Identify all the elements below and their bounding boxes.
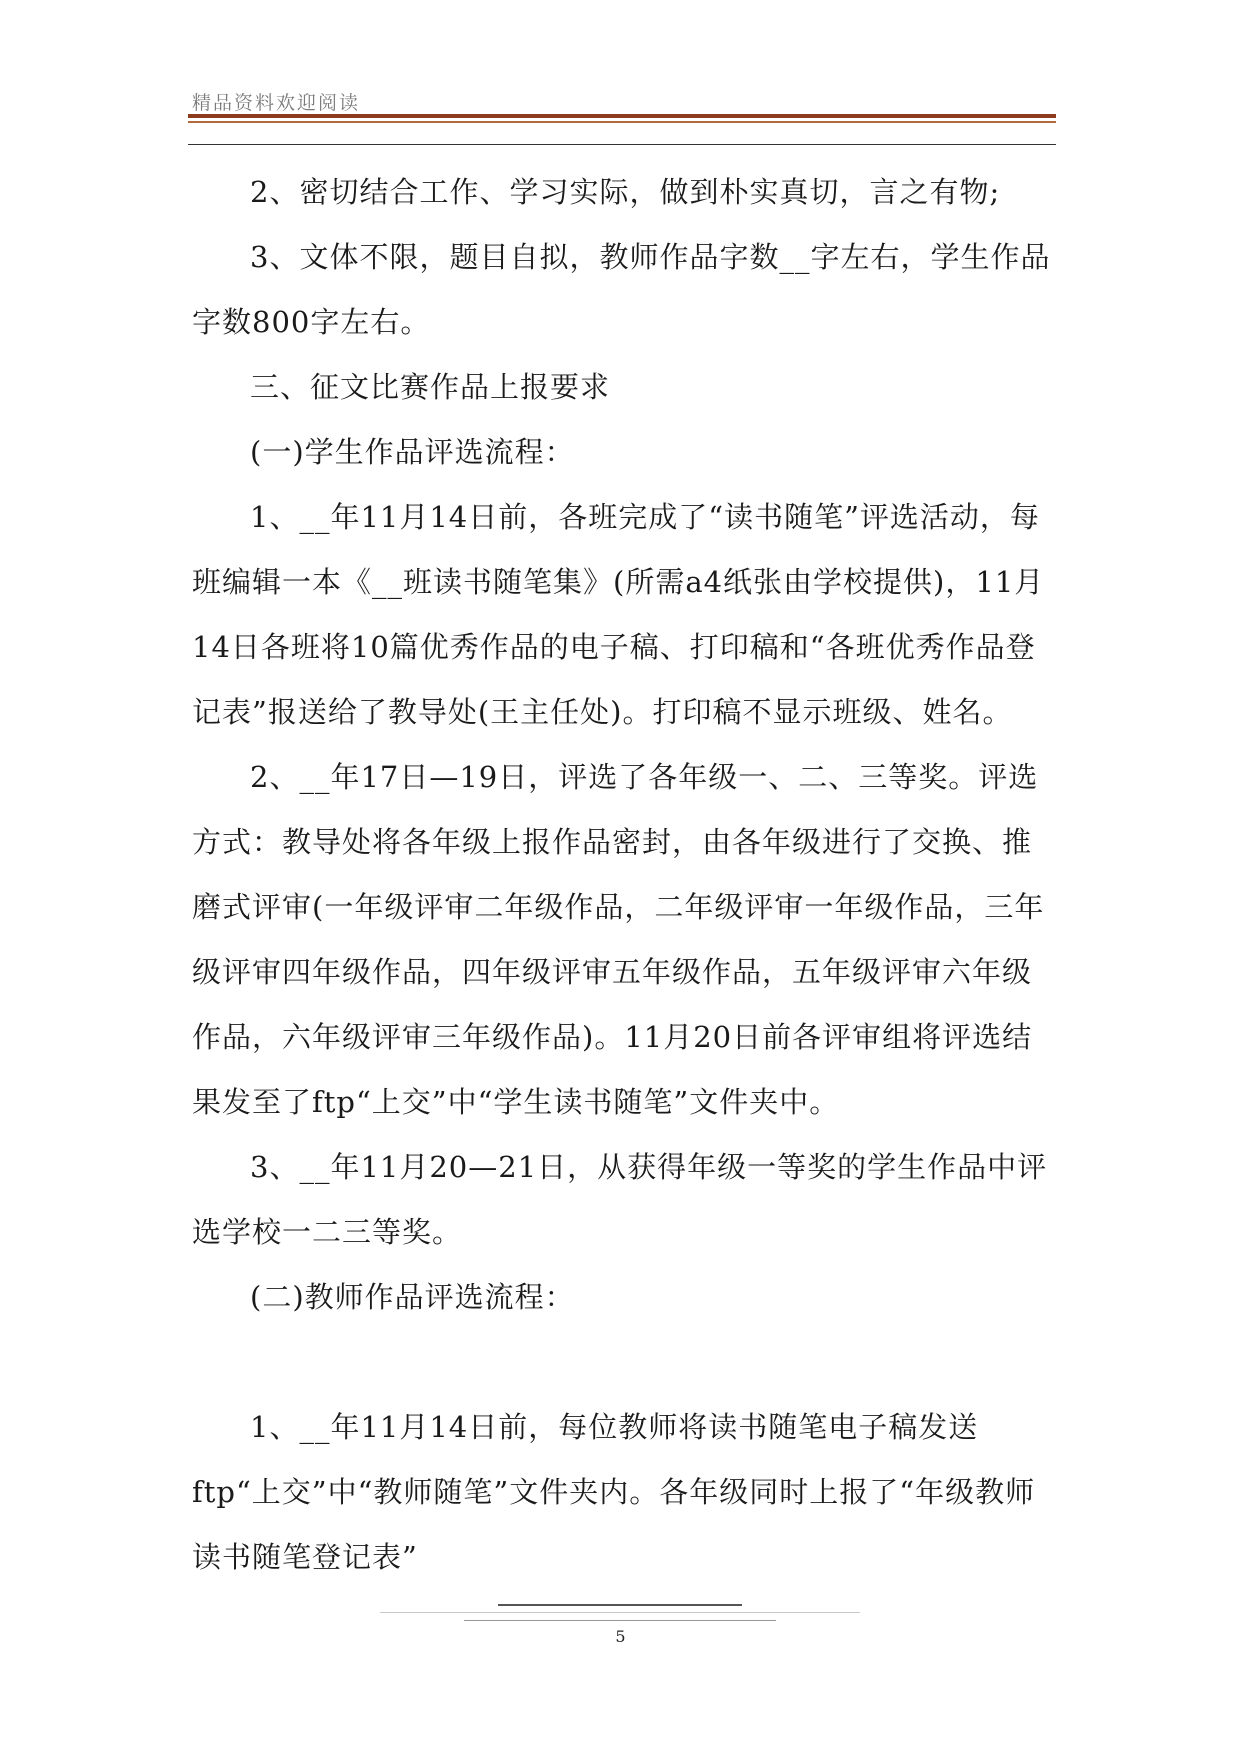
document-body — [192, 160, 1056, 1590]
paragraph-student-step-3: 3、__年11月20—21日，从获得年级一等奖的学生作品中评选学校一二三等奖。 — [192, 1150, 1048, 1249]
header-text: 精品资料欢迎阅读 — [192, 92, 361, 114]
paragraph-requirement-2: 2、密切结合工作、学习实际，做到朴实真切，言之有物; — [250, 175, 1001, 209]
paragraph-student-step-1: 1、__年11月14日前，各班完成了“读书随笔”评选活动，每班编辑一本《__班读书随笔集》(所需a4纸张由学校提供)，11月14日各班将10篇优秀作品的电子稿、打印稿和“各班优秀作品登记表”报送给了教导处(王主任处)。打印稿不显示班级、姓名。 — [192, 500, 1045, 729]
footer-rule-lower — [464, 1620, 776, 1621]
footer-rule — [498, 1604, 742, 1606]
blank-line — [192, 1330, 1056, 1395]
header-rule-mid — [188, 121, 1056, 123]
paragraph-teacher-step-1: 1、__年11月14日前，每位教师将读书随笔电子稿发送ftp“上交”中“教师随笔”文件夹内。各年级同时上报了“年级教师读书随笔登记表” — [192, 1410, 1036, 1574]
subsection-student-process: (一)学生作品评选流程： — [250, 435, 575, 469]
paragraph-requirement-3: 3、文体不限，题目自拟，教师作品字数__字左右，学生作品字数800字左右。 — [192, 240, 1051, 339]
page-number: 5 — [615, 1627, 626, 1646]
footer-rule-light — [380, 1612, 860, 1613]
header-rule-thick — [188, 114, 1056, 118]
subsection-teacher-process: (二)教师作品评选流程： — [250, 1280, 575, 1314]
section-heading-3: 三、征文比赛作品上报要求 — [250, 370, 611, 404]
paragraph-student-step-2: 2、__年17日—19日，评选了各年级一、二、三等奖。评选方式：教导处将各年级上报作品密封，由各年级进行了交换、推磨式评审(一年级评审二年级作品，二年级评审一年级作品，三年级评审四年级作品，四年级评审五年级作品，五年级评审六年级作品，六年级评审三年级作品)。11月20日前各评审组将评选结果发至了ftp“上交”中“学生读书随笔”文件夹中。 — [192, 760, 1045, 1119]
header-rule-thin — [188, 144, 1056, 145]
